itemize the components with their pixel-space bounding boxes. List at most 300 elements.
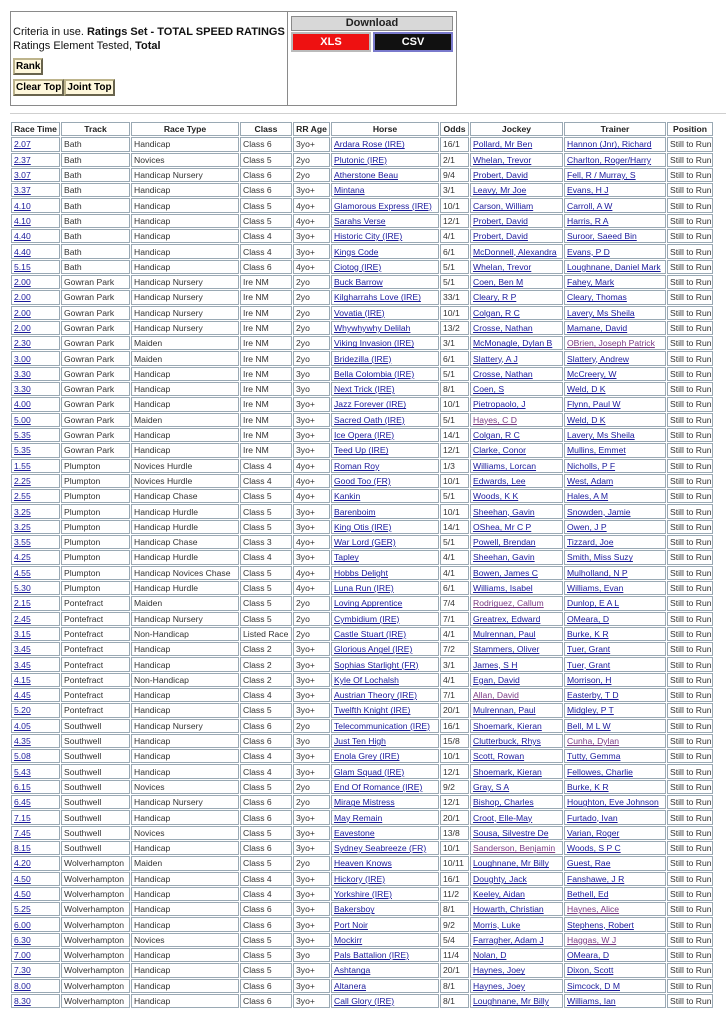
horse-link[interactable]: Bridezilla (IRE) (331, 351, 439, 365)
horse-link[interactable]: Just Ten High (331, 734, 439, 748)
horse-link[interactable]: Ciotog (IRE) (331, 260, 439, 274)
race-time-link[interactable]: 4.20 (11, 856, 60, 870)
age-cell: 2yo (293, 627, 330, 641)
race-time-link[interactable]: 4.00 (11, 397, 60, 411)
horse-link[interactable]: Teed Up (IRE) (331, 443, 439, 457)
table-row (11, 229, 713, 243)
jockey-link[interactable]: McMonagle, Dylan B (470, 336, 563, 350)
race-time-link[interactable]: 2.00 (11, 306, 60, 320)
horse-link[interactable]: Sophias Starlight (FR) (331, 657, 439, 671)
race-time-link[interactable]: 7.15 (11, 810, 60, 824)
race-time-link[interactable]: 4.10 (11, 214, 60, 228)
jockey-link[interactable]: Colgan, R C (470, 428, 563, 442)
jockey-link[interactable]: Probert, David (470, 168, 563, 182)
horse-link[interactable]: Twelfth Knight (IRE) (331, 703, 439, 717)
trainer-link[interactable]: Fanshawe, J R (564, 872, 666, 886)
track-cell: Bath (61, 168, 130, 182)
horse-link[interactable]: Bakersboy (331, 902, 439, 916)
trainer-link[interactable]: Guest, Rae (564, 856, 666, 870)
horse-link[interactable]: Viking Invasion (IRE) (331, 336, 439, 350)
odds-cell: 5/1 (440, 367, 469, 381)
race-time-link[interactable]: 6.00 (11, 917, 60, 931)
jockey-link[interactable]: Gray, S A (470, 780, 563, 794)
col-header-track[interactable]: Track (61, 122, 130, 136)
trainer-link[interactable]: OMeara, D (564, 612, 666, 626)
race-time-link[interactable]: 5.15 (11, 260, 60, 274)
horse-link[interactable]: Whywhywhy Delilah (331, 321, 439, 335)
table-row (11, 428, 713, 442)
horse-link[interactable]: Call Glory (IRE) (331, 994, 439, 1008)
horse-link[interactable]: Roman Roy (331, 459, 439, 473)
horse-link[interactable]: Altanera (331, 979, 439, 993)
age-cell: 2yo (293, 306, 330, 320)
race-time-link[interactable]: 5.08 (11, 749, 60, 763)
trainer-link[interactable]: Haynes, Alice (564, 902, 666, 916)
race-time-link[interactable]: 3.25 (11, 520, 60, 534)
trainer-link[interactable]: Stephens, Robert (564, 917, 666, 931)
race-time-link[interactable]: 7.45 (11, 826, 60, 840)
position-cell: Still to Run (667, 489, 713, 503)
jockey-link[interactable]: Carson, William (470, 198, 563, 212)
trainer-link[interactable]: Fell, R / Murray, S (564, 168, 666, 182)
trainer-link[interactable]: Mullins, Emmet (564, 443, 666, 457)
odds-cell: 10/1 (440, 504, 469, 518)
jockey-link[interactable]: Allan, David (470, 688, 563, 702)
odds-cell: 5/1 (440, 535, 469, 549)
race-time-link[interactable]: 2.37 (11, 153, 60, 167)
horse-link[interactable]: Loving Apprentice (331, 596, 439, 610)
col-header-position[interactable]: Position (667, 122, 713, 136)
horse-link[interactable]: Jazz Forever (IRE) (331, 397, 439, 411)
jockey-link[interactable]: Stammers, Oliver (470, 642, 563, 656)
jockey-link[interactable]: Edwards, Lee (470, 474, 563, 488)
horse-link[interactable]: King Otis (IRE) (331, 520, 439, 534)
position-cell: Still to Run (667, 749, 713, 763)
jockey-link[interactable]: Loughnane, Mr Billy (470, 994, 563, 1008)
race-time-link[interactable]: 2.00 (11, 290, 60, 304)
jockey-link[interactable]: Hayes, C D (470, 413, 563, 427)
table-row (11, 642, 713, 656)
jockey-link[interactable]: Clutterbuck, Rhys (470, 734, 563, 748)
horse-link[interactable]: Kyle Of Lochalsh (331, 673, 439, 687)
race-time-link[interactable]: 6.45 (11, 795, 60, 809)
race-time-link[interactable]: 8.15 (11, 841, 60, 855)
col-header-jockey[interactable]: Jockey (470, 122, 563, 136)
position-cell: Still to Run (667, 994, 713, 1008)
horse-link[interactable]: Bella Colombia (IRE) (331, 367, 439, 381)
jockey-link[interactable]: Sheehan, Gavin (470, 550, 563, 564)
position-cell: Still to Run (667, 703, 713, 717)
race-time-link[interactable]: 7.00 (11, 948, 60, 962)
class-cell: Class 2 (240, 673, 292, 687)
horse-link[interactable]: Mintana (331, 183, 439, 197)
track-cell: Gowran Park (61, 443, 130, 457)
horse-link[interactable]: Eavestone (331, 826, 439, 840)
race-time-link[interactable]: 3.55 (11, 535, 60, 549)
jockey-link[interactable]: Leavy, Mr Joe (470, 183, 563, 197)
race-time-link[interactable]: 4.50 (11, 872, 60, 886)
trainer-link[interactable]: OBrien, Joseph Patrick (564, 336, 666, 350)
jockey-link[interactable]: Colgan, R C (470, 306, 563, 320)
track-cell: Plumpton (61, 520, 130, 534)
jockey-link[interactable]: Probert, David (470, 214, 563, 228)
horse-link[interactable]: Hickory (IRE) (331, 872, 439, 886)
race-type-cell: Handicap (131, 810, 239, 824)
class-cell: Ire NM (240, 321, 292, 335)
race-type-cell: Non-Handicap (131, 627, 239, 641)
jockey-link[interactable]: Rodriguez, Callum (470, 596, 563, 610)
age-cell: 3yo+ (293, 933, 330, 947)
trainer-link[interactable]: Tizzard, Joe (564, 535, 666, 549)
trainer-link[interactable]: Hales, A M (564, 489, 666, 503)
jockey-link[interactable]: McDonnell, Alexandra (470, 244, 563, 258)
jockey-link[interactable]: Coen, Ben M (470, 275, 563, 289)
race-time-link[interactable]: 3.25 (11, 504, 60, 518)
race-time-link[interactable]: 4.45 (11, 688, 60, 702)
trainer-link[interactable]: Houghton, Eve Johnson (564, 795, 666, 809)
trainer-link[interactable]: West, Adam (564, 474, 666, 488)
jockey-link[interactable]: Croot, Elle-May (470, 810, 563, 824)
race-time-link[interactable]: 2.07 (11, 137, 60, 151)
race-time-link[interactable]: 8.30 (11, 994, 60, 1008)
trainer-link[interactable]: Dunlop, E A L (564, 596, 666, 610)
trainer-link[interactable]: Snowden, Jamie (564, 504, 666, 518)
horse-link[interactable]: Kilgharrahs Love (IRE) (331, 290, 439, 304)
position-cell: Still to Run (667, 260, 713, 274)
trainer-link[interactable]: Evans, H J (564, 183, 666, 197)
jockey-link[interactable]: Greatrex, Edward (470, 612, 563, 626)
trainer-link[interactable]: Varian, Roger (564, 826, 666, 840)
jockey-link[interactable]: Nolan, D (470, 948, 563, 962)
trainer-link[interactable]: Smith, Miss Suzy (564, 550, 666, 564)
race-time-link[interactable]: 3.37 (11, 183, 60, 197)
position-cell: Still to Run (667, 413, 713, 427)
race-time-link[interactable]: 5.20 (11, 703, 60, 717)
trainer-link[interactable]: OMeara, D (564, 948, 666, 962)
xls-download-button[interactable]: XLS (291, 32, 371, 52)
horse-link[interactable]: Austrian Theory (IRE) (331, 688, 439, 702)
race-time-link[interactable]: 6.15 (11, 780, 60, 794)
race-time-link[interactable]: 2.25 (11, 474, 60, 488)
jockey-link[interactable]: Shoemark, Kieran (470, 764, 563, 778)
trainer-link[interactable]: Cleary, Thomas (564, 290, 666, 304)
col-header-odds[interactable]: Odds (440, 122, 469, 136)
race-type-cell: Handicap (131, 979, 239, 993)
trainer-link[interactable]: Nicholls, P F (564, 459, 666, 473)
jockey-link[interactable]: Shoemark, Kieran (470, 719, 563, 733)
race-time-link[interactable]: 5.25 (11, 902, 60, 916)
horse-link[interactable]: Atherstone Beau (331, 168, 439, 182)
horse-link[interactable]: Vovatia (IRE) (331, 306, 439, 320)
horse-link[interactable]: Glam Squad (IRE) (331, 764, 439, 778)
race-type-cell: Handicap (131, 948, 239, 962)
jockey-link[interactable]: Loughnane, Mr Billy (470, 856, 563, 870)
race-time-link[interactable]: 8.00 (11, 979, 60, 993)
horse-link[interactable]: Sacred Oath (IRE) (331, 413, 439, 427)
horse-link[interactable]: Tapley (331, 550, 439, 564)
jockey-link[interactable]: Bishop, Charles (470, 795, 563, 809)
race-type-cell: Handicap Hurdle (131, 504, 239, 518)
race-time-link[interactable]: 2.30 (11, 336, 60, 350)
horse-link[interactable]: Sarahs Verse (331, 214, 439, 228)
col-header-trainer[interactable]: Trainer (564, 122, 666, 136)
trainer-link[interactable]: Fellowes, Charlie (564, 764, 666, 778)
jockey-link[interactable]: Egan, David (470, 673, 563, 687)
race-time-link[interactable]: 2.00 (11, 321, 60, 335)
trainer-link[interactable]: Simcock, D M (564, 979, 666, 993)
jockey-link[interactable]: Slattery, A J (470, 351, 563, 365)
horse-link[interactable]: Good Too (FR) (331, 474, 439, 488)
horse-link[interactable]: Historic City (IRE) (331, 229, 439, 243)
race-time-link[interactable]: 3.07 (11, 168, 60, 182)
col-header-rr-age[interactable]: RR Age (293, 122, 330, 136)
race-time-link[interactable]: 4.55 (11, 566, 60, 580)
table-row (11, 764, 713, 778)
horse-link[interactable]: Luna Run (IRE) (331, 581, 439, 595)
trainer-link[interactable]: Burke, K R (564, 780, 666, 794)
trainer-link[interactable]: Tuer, Grant (564, 642, 666, 656)
trainer-link[interactable]: Lavery, Ms Sheila (564, 428, 666, 442)
jockey-link[interactable]: Mulrennan, Paul (470, 703, 563, 717)
trainer-link[interactable]: Morrison, H (564, 673, 666, 687)
horse-link[interactable]: Pals Battalion (IRE) (331, 948, 439, 962)
race-time-link[interactable]: 2.15 (11, 596, 60, 610)
trainer-link[interactable]: Owen, J P (564, 520, 666, 534)
jockey-link[interactable]: Farragher, Adam J (470, 933, 563, 947)
horse-link[interactable]: Cymbidium (IRE) (331, 612, 439, 626)
race-time-link[interactable]: 4.40 (11, 229, 60, 243)
jockey-link[interactable]: Woods, K K (470, 489, 563, 503)
jockey-link[interactable]: Williams, Lorcan (470, 459, 563, 473)
horse-link[interactable]: Enola Grey (IRE) (331, 749, 439, 763)
race-time-link[interactable]: 3.30 (11, 382, 60, 396)
class-cell: Class 5 (240, 489, 292, 503)
jockey-link[interactable]: Pollard, Mr Ben (470, 137, 563, 151)
trainer-link[interactable]: Fahey, Mark (564, 275, 666, 289)
race-time-link[interactable]: 2.55 (11, 489, 60, 503)
race-time-link[interactable]: 7.30 (11, 963, 60, 977)
horse-link[interactable]: Mockirr (331, 933, 439, 947)
horse-link[interactable]: Yorkshire (IRE) (331, 887, 439, 901)
horse-link[interactable]: Hobbs Delight (331, 566, 439, 580)
race-time-link[interactable]: 4.05 (11, 719, 60, 733)
race-type-cell: Handicap (131, 428, 239, 442)
criteria-label: Criteria in use. (13, 26, 84, 38)
jockey-link[interactable]: Whelan, Trevor (470, 260, 563, 274)
trainer-link[interactable]: Williams, Evan (564, 581, 666, 595)
class-cell: Class 5 (240, 214, 292, 228)
horse-link[interactable]: Buck Barrow (331, 275, 439, 289)
horse-link[interactable]: Castle Stuart (IRE) (331, 627, 439, 641)
race-type-cell: Handicap Hurdle (131, 581, 239, 595)
trainer-link[interactable]: Harris, R A (564, 214, 666, 228)
col-header-horse[interactable]: Horse (331, 122, 439, 136)
rank-button[interactable]: Rank (13, 58, 43, 75)
jockey-link[interactable]: Howarth, Christian (470, 902, 563, 916)
race-time-link[interactable]: 5.43 (11, 764, 60, 778)
jockey-link[interactable]: Doughty, Jack (470, 872, 563, 886)
trainer-link[interactable]: Dixon, Scott (564, 963, 666, 977)
horse-link[interactable]: Ashtanga (331, 963, 439, 977)
jockey-link[interactable]: Scott, Rowan (470, 749, 563, 763)
trainer-link[interactable]: Furtado, Ivan (564, 810, 666, 824)
race-time-link[interactable]: 1.55 (11, 459, 60, 473)
jockey-link[interactable]: OShea, Mr C P (470, 520, 563, 534)
col-header-class[interactable]: Class (240, 122, 292, 136)
trainer-link[interactable]: Evans, P D (564, 244, 666, 258)
jockey-link[interactable]: Bowen, James C (470, 566, 563, 580)
horse-link[interactable]: May Remain (331, 810, 439, 824)
trainer-link[interactable]: Tuer, Grant (564, 657, 666, 671)
race-time-link[interactable]: 5.00 (11, 413, 60, 427)
trainer-link[interactable]: Weld, D K (564, 413, 666, 427)
track-cell: Southwell (61, 764, 130, 778)
race-time-link[interactable]: 3.30 (11, 367, 60, 381)
trainer-link[interactable]: Suroor, Saeed Bin (564, 229, 666, 243)
horse-link[interactable]: Ice Opera (IRE) (331, 428, 439, 442)
race-time-link[interactable]: 5.35 (11, 428, 60, 442)
odds-cell: 10/1 (440, 841, 469, 855)
track-cell: Gowran Park (61, 306, 130, 320)
table-row (11, 688, 713, 702)
age-cell: 3yo+ (293, 841, 330, 855)
ratings-set-value: Ratings Set - TOTAL SPEED RATINGS (86, 26, 285, 38)
jockey-link[interactable]: Cleary, R P (470, 290, 563, 304)
jockey-link[interactable]: Sousa, Silvestre De (470, 826, 563, 840)
trainer-link[interactable]: Easterby, T D (564, 688, 666, 702)
horse-link[interactable]: Heaven Knows (331, 856, 439, 870)
trainer-link[interactable]: Woods, S P C (564, 841, 666, 855)
jockey-link[interactable]: Sanderson, Benjamin (470, 841, 563, 855)
trainer-link[interactable]: Slattery, Andrew (564, 351, 666, 365)
race-time-link[interactable]: 5.30 (11, 581, 60, 595)
horse-link[interactable]: Kankin (331, 489, 439, 503)
trainer-link[interactable]: Weld, D K (564, 382, 666, 396)
trainer-link[interactable]: McCreery, W (564, 367, 666, 381)
trainer-link[interactable]: Lavery, Ms Sheila (564, 306, 666, 320)
race-time-link[interactable]: 3.45 (11, 657, 60, 671)
odds-cell: 12/1 (440, 764, 469, 778)
position-cell: Still to Run (667, 887, 713, 901)
race-time-link[interactable]: 3.15 (11, 627, 60, 641)
trainer-link[interactable]: Charlton, Roger/Harry (564, 153, 666, 167)
trainer-link[interactable]: Hannon (Jnr), Richard (564, 137, 666, 151)
table-header-row (11, 122, 713, 136)
race-time-link[interactable]: 4.50 (11, 887, 60, 901)
jockey-link[interactable]: Pietropaolo, J (470, 397, 563, 411)
trainer-link[interactable]: Bell, M L W (564, 719, 666, 733)
jockey-link[interactable]: Coen, S (470, 382, 563, 396)
jockey-link[interactable]: Morris, Luke (470, 917, 563, 931)
race-time-link[interactable]: 2.45 (11, 612, 60, 626)
horse-link[interactable]: Port Noir (331, 917, 439, 931)
age-cell: 3yo+ (293, 872, 330, 886)
jockey-link[interactable]: Whelan, Trevor (470, 153, 563, 167)
criteria-line-1 (13, 25, 285, 39)
age-cell: 4yo+ (293, 535, 330, 549)
trainer-link[interactable]: Carroll, A W (564, 198, 666, 212)
jockey-link[interactable]: Clarke, Conor (470, 443, 563, 457)
race-type-cell: Handicap (131, 872, 239, 886)
horse-link[interactable]: Barenboim (331, 504, 439, 518)
odds-cell: 16/1 (440, 872, 469, 886)
trainer-link[interactable]: Mamane, David (564, 321, 666, 335)
trainer-link[interactable]: Burke, K R (564, 627, 666, 641)
csv-download-button[interactable]: CSV (373, 32, 453, 52)
race-time-link[interactable]: 4.25 (11, 550, 60, 564)
race-time-link[interactable]: 3.45 (11, 642, 60, 656)
position-cell: Still to Run (667, 933, 713, 947)
race-time-link[interactable]: 4.10 (11, 198, 60, 212)
joint-top-button[interactable]: Joint Top (64, 79, 114, 96)
jockey-link[interactable]: Keeley, Aidan (470, 887, 563, 901)
trainer-link[interactable]: Mulholland, N P (564, 566, 666, 580)
col-header-race-time[interactable]: Race Time (11, 122, 60, 136)
position-cell: Still to Run (667, 627, 713, 641)
horse-link[interactable]: Next Trick (IRE) (331, 382, 439, 396)
jockey-link[interactable]: Crosse, Nathan (470, 367, 563, 381)
horse-link[interactable]: War Lord (GER) (331, 535, 439, 549)
trainer-link[interactable]: Flynn, Paul W (564, 397, 666, 411)
clear-top-button[interactable]: Clear Top (13, 79, 64, 96)
horse-link[interactable]: Mirage Mistress (331, 795, 439, 809)
jockey-link[interactable]: Williams, Isabel (470, 581, 563, 595)
horse-link[interactable]: Glorious Angel (IRE) (331, 642, 439, 656)
position-cell: Still to Run (667, 856, 713, 870)
trainer-link[interactable]: Midgley, P T (564, 703, 666, 717)
odds-cell: 9/4 (440, 168, 469, 182)
race-time-link[interactable]: 4.40 (11, 244, 60, 258)
age-cell: 2yo (293, 321, 330, 335)
class-cell: Class 5 (240, 153, 292, 167)
race-time-link[interactable]: 6.30 (11, 933, 60, 947)
horse-link[interactable]: End Of Romance (IRE) (331, 780, 439, 794)
col-header-race-type[interactable]: Race Type (131, 122, 239, 136)
track-cell: Plumpton (61, 550, 130, 564)
horse-link[interactable]: Plutonic (IRE) (331, 153, 439, 167)
trainer-link[interactable]: Cunha, Dylan (564, 734, 666, 748)
jockey-link[interactable]: Crosse, Nathan (470, 321, 563, 335)
trainer-link[interactable]: Bethell, Ed (564, 887, 666, 901)
horse-link[interactable]: Sydney Seabreeze (FR) (331, 841, 439, 855)
table-row (11, 795, 713, 809)
trainer-link[interactable]: Haggas, W J (564, 933, 666, 947)
race-type-cell: Novices (131, 933, 239, 947)
trainer-link[interactable]: Loughnane, Daniel Mark (564, 260, 666, 274)
class-cell: Ire NM (240, 290, 292, 304)
trainer-link[interactable]: Tutty, Gemma (564, 749, 666, 763)
race-time-link[interactable]: 4.15 (11, 673, 60, 687)
jockey-link[interactable]: Powell, Brendan (470, 535, 563, 549)
race-time-link[interactable]: 2.00 (11, 275, 60, 289)
trainer-link[interactable]: Williams, Ian (564, 994, 666, 1008)
race-time-link[interactable]: 3.00 (11, 351, 60, 365)
jockey-link[interactable]: Mulrennan, Paul (470, 627, 563, 641)
race-time-link[interactable]: 5.35 (11, 443, 60, 457)
horse-link[interactable]: Ardara Rose (IRE) (331, 137, 439, 151)
horse-link[interactable]: Telecommunication (IRE) (331, 719, 439, 733)
jockey-link[interactable]: Haynes, Joey (470, 979, 563, 993)
race-type-cell: Handicap Nursery (131, 612, 239, 626)
horse-link[interactable]: Glamorous Express (IRE) (331, 198, 439, 212)
jockey-link[interactable]: Haynes, Joey (470, 963, 563, 977)
jockey-link[interactable]: Sheehan, Gavin (470, 504, 563, 518)
horse-link[interactable]: Kings Code (331, 244, 439, 258)
jockey-link[interactable]: James, S H (470, 657, 563, 671)
race-time-link[interactable]: 4.35 (11, 734, 60, 748)
race-type-cell: Novices Hurdle (131, 459, 239, 473)
jockey-link[interactable]: Probert, David (470, 229, 563, 243)
